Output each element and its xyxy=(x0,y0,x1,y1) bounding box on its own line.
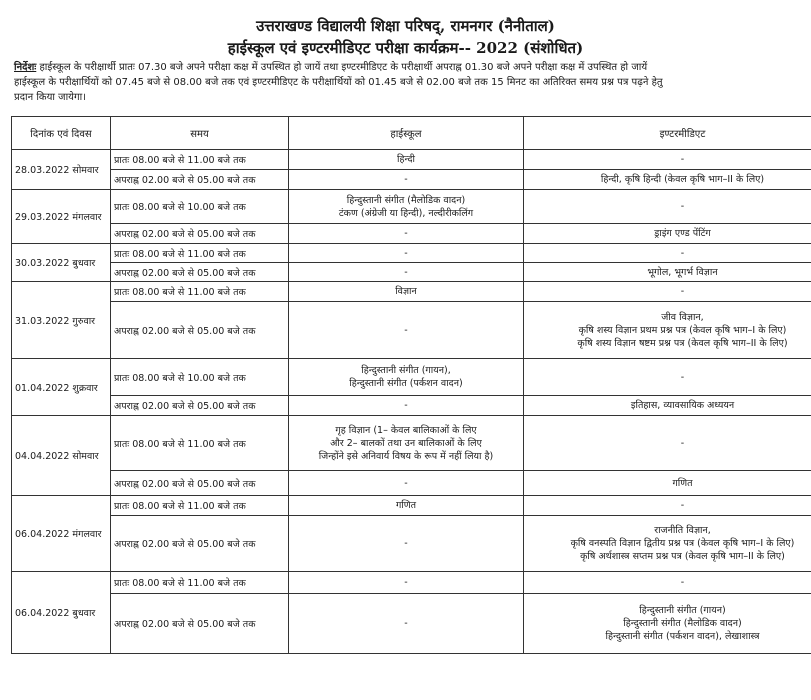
time-cell: प्रातः 08.00 बजे से 11.00 बजे तक xyxy=(111,572,289,594)
time-cell: प्रातः 08.00 बजे से 11.00 बजे तक xyxy=(111,282,289,302)
subject-line: राजनीति विज्ञान, xyxy=(654,525,711,536)
highschool-subject-cell xyxy=(289,496,524,516)
subject-line: और 2– बालकों तथा उन बालिकाओं के लिए xyxy=(330,437,482,449)
time-cell: अपराह्न 02.00 बजे से 05.00 बजे तक xyxy=(111,594,289,654)
intermediate-subject-cell xyxy=(524,170,811,190)
date-cell: 28.03.2022 सोमवार xyxy=(12,150,111,190)
highschool-subject-cell xyxy=(289,224,524,244)
table-row xyxy=(12,572,811,594)
subject-line: - xyxy=(404,266,408,278)
intermediate-subject-cell xyxy=(524,416,811,471)
subject-line: गणित xyxy=(672,477,693,489)
header-time: समय xyxy=(111,117,289,150)
subject-line: हिन्दुस्तानी संगीत (गायन) xyxy=(639,605,726,616)
subject-line: कृषि अर्थशास्त्र सप्तम प्रश्न पत्र (केवल कृषि भाग–II के लिए) xyxy=(580,551,785,562)
intermediate-subject-cell xyxy=(524,263,811,282)
subject-line: - xyxy=(404,324,408,336)
intermediate-subject-cell xyxy=(524,471,811,496)
subject-line: - xyxy=(680,500,685,511)
subject-line: हिन्दी xyxy=(397,154,415,165)
subject-line: कृषि शस्य विज्ञान प्रथम प्रश्न पत्र (केवल कृषि भाग–I के लिए) xyxy=(578,324,787,336)
highschool-subject-cell xyxy=(289,594,524,654)
subject-line: जिन्होंने इसे अनिवार्य विषय के रूप में नहीं लिया है) xyxy=(318,450,494,462)
time-cell: अपराह्न 02.00 बजे से 05.00 बजे तक xyxy=(111,516,289,572)
exam-schedule-table xyxy=(11,116,811,654)
table-row xyxy=(12,471,811,496)
table-row xyxy=(12,190,811,224)
subject-line: ड्राइंग एण्ड पेंटिंग xyxy=(654,228,711,239)
subject-line: - xyxy=(404,618,408,629)
subject-line: कृषि शस्य विज्ञान षष्टम प्रश्न पत्र (केवल कृषि भाग–II के लिए) xyxy=(577,337,788,349)
intermediate-subject-cell xyxy=(524,359,811,396)
subject-line: कृषि वनस्पति विज्ञान द्वितीय प्रश्न पत्र (केवल कृषि भाग–I के लिए) xyxy=(570,538,795,549)
subject-line: - xyxy=(680,154,685,165)
subject-line: - xyxy=(680,247,685,259)
intermediate-subject-cell xyxy=(524,516,811,572)
subject-line: हिन्दुस्तानी संगीत (पर्कशन वादन), लेखाशास्त्र xyxy=(605,631,760,642)
time-cell: अपराह्न 02.00 बजे से 05.00 बजे तक xyxy=(111,471,289,496)
subject-line: - xyxy=(680,577,685,588)
time-cell: प्रातः 08.00 बजे से 11.00 बजे तक xyxy=(111,244,289,263)
subject-line: हिन्दी, कृषि हिन्दी (केवल कृषि भाग–II के लिए) xyxy=(600,174,765,185)
table-row xyxy=(12,516,811,572)
date-cell: 06.04.2022 मंगलवार xyxy=(12,496,111,572)
time-cell: प्रातः 08.00 बजे से 11.00 बजे तक xyxy=(111,150,289,170)
instruction-line-1: हाईस्कूल के परीक्षार्थी प्रातः 07.30 बजे अपने परीक्षा कक्ष में उपस्थित हो जायें तथा इण्टरमीडिएट के परीक्षार्थी अपराह्न 01.30 बजे अपने परीक्षा कक्ष में उपस्थित हो जायें xyxy=(39,62,648,73)
subject-line: - xyxy=(404,247,408,259)
highschool-subject-cell xyxy=(289,396,524,416)
subject-line: - xyxy=(404,477,408,489)
table-row xyxy=(12,416,811,471)
table-row xyxy=(12,594,811,654)
table-row xyxy=(12,359,811,396)
highschool-subject-cell xyxy=(289,282,524,302)
highschool-subject-cell xyxy=(289,150,524,170)
subject-line: - xyxy=(404,228,408,239)
date-cell: 01.04.2022 शुक्रवार xyxy=(12,359,111,416)
highschool-subject-cell xyxy=(289,359,524,396)
header-highschool: हाईस्कूल xyxy=(289,117,524,150)
table-row xyxy=(12,302,811,359)
table-row xyxy=(12,263,811,282)
time-cell: अपराह्न 02.00 बजे से 05.00 बजे तक xyxy=(111,224,289,244)
subject-line: - xyxy=(680,286,685,297)
time-cell: अपराह्न 02.00 बजे से 05.00 बजे तक xyxy=(111,396,289,416)
highschool-subject-cell xyxy=(289,190,524,224)
table-row xyxy=(12,396,811,416)
intermediate-subject-cell xyxy=(524,244,811,263)
table-row xyxy=(12,150,811,170)
exam-schedule-title: हाईस्कूल एवं इण्टरमीडिएट परीक्षा कार्यक्रम-- 2022 (संशोधित) xyxy=(227,39,584,57)
intermediate-subject-cell xyxy=(524,190,811,224)
date-cell: 30.03.2022 बुधवार xyxy=(12,244,111,282)
subject-line: - xyxy=(404,400,408,411)
table-row xyxy=(12,496,811,516)
subject-line: इतिहास, व्यावसायिक अध्ययन xyxy=(630,400,735,411)
time-cell: अपराह्न 02.00 बजे से 05.00 बजे तक xyxy=(111,302,289,359)
header-intermediate: इण्टरमीडिएट xyxy=(524,117,811,150)
time-cell: प्रातः 08.00 बजे से 11.00 बजे तक xyxy=(111,496,289,516)
subject-line: टंकण (अंग्रेजी या हिन्दी), नल्दीरीकलिंग xyxy=(338,207,474,219)
intermediate-subject-cell xyxy=(524,302,811,359)
subject-line: भूगोल, भूगर्भ विज्ञान xyxy=(647,266,718,278)
intermediate-subject-cell xyxy=(524,150,811,170)
subject-line: विज्ञान xyxy=(395,286,417,297)
subject-line: - xyxy=(680,201,685,212)
subject-line: गणित xyxy=(395,500,417,511)
intermediate-subject-cell xyxy=(524,224,811,244)
highschool-subject-cell xyxy=(289,170,524,190)
highschool-subject-cell xyxy=(289,471,524,496)
date-cell: 04.04.2022 सोमवार xyxy=(12,416,111,496)
instruction-line-3: प्रदान किया जायेगा। xyxy=(14,92,86,103)
intermediate-subject-cell xyxy=(524,496,811,516)
table-row xyxy=(12,282,811,302)
subject-line: - xyxy=(404,174,408,185)
intermediate-subject-cell xyxy=(524,282,811,302)
highschool-subject-cell xyxy=(289,302,524,359)
highschool-subject-cell xyxy=(289,263,524,282)
intermediate-subject-cell xyxy=(524,594,811,654)
time-cell: अपराह्न 02.00 बजे से 05.00 बजे तक xyxy=(111,170,289,190)
highschool-subject-cell xyxy=(289,416,524,471)
time-cell: प्रातः 08.00 बजे से 10.00 बजे तक xyxy=(111,359,289,396)
time-cell: प्रातः 08.00 बजे से 10.00 बजे तक xyxy=(111,190,289,224)
subject-line: - xyxy=(404,538,408,549)
highschool-subject-cell xyxy=(289,244,524,263)
time-cell: प्रातः 08.00 बजे से 11.00 बजे तक xyxy=(111,416,289,471)
time-cell: अपराह्न 02.00 बजे से 05.00 बजे तक xyxy=(111,263,289,282)
subject-line: हिन्दुस्तानी संगीत (मैलोडिक वादन) xyxy=(346,194,466,206)
intermediate-subject-cell xyxy=(524,572,811,594)
highschool-subject-cell xyxy=(289,516,524,572)
header-date: दिनांक एवं दिवस xyxy=(12,117,111,150)
intermediate-subject-cell xyxy=(524,396,811,416)
table-body xyxy=(12,150,811,654)
subject-line: - xyxy=(680,437,685,449)
subject-line: हिन्दुस्तानी संगीत (गायन), xyxy=(361,365,451,376)
subject-line: गृह विज्ञान (1– केवल बालिकाओं के लिए xyxy=(335,424,477,436)
table-row xyxy=(12,170,811,190)
date-cell: 31.03.2022 गुरुवार xyxy=(12,282,111,359)
board-title: उत्तराखण्ड विद्यालयी शिक्षा परिषद्, रामनगर (नैनीताल) xyxy=(256,17,555,35)
subject-line: हिन्दुस्तानी संगीत (मैलोडिक वादन) xyxy=(623,618,742,629)
table-row xyxy=(12,224,811,244)
date-cell: 29.03.2022 मंगलवार xyxy=(12,190,111,244)
instruction-line-2: हाईस्कूल के परीक्षार्थियों को 07.45 बजे से 08.00 बजे तक एवं इण्टरमीडिएट के परीक्षार्थियों को 01.45 बजे से 02.00 बजे तक 15 मिनट का अतिरिक्त समय प्रश्न पत्र पढ़ने हेतु xyxy=(14,77,663,88)
subject-line: हिन्दुस्तानी संगीत (पर्कशन वादन) xyxy=(349,378,463,389)
date-cell: 06.04.2022 बुधवार xyxy=(12,572,111,654)
instruction-label: निर्देशः xyxy=(14,62,37,73)
subject-line: जीव विज्ञान, xyxy=(661,311,704,323)
highschool-subject-cell xyxy=(289,572,524,594)
table-header-row xyxy=(12,117,811,150)
table-row xyxy=(12,244,811,263)
subject-line: - xyxy=(680,371,685,383)
instructions xyxy=(14,60,811,105)
subject-line: - xyxy=(404,577,408,588)
